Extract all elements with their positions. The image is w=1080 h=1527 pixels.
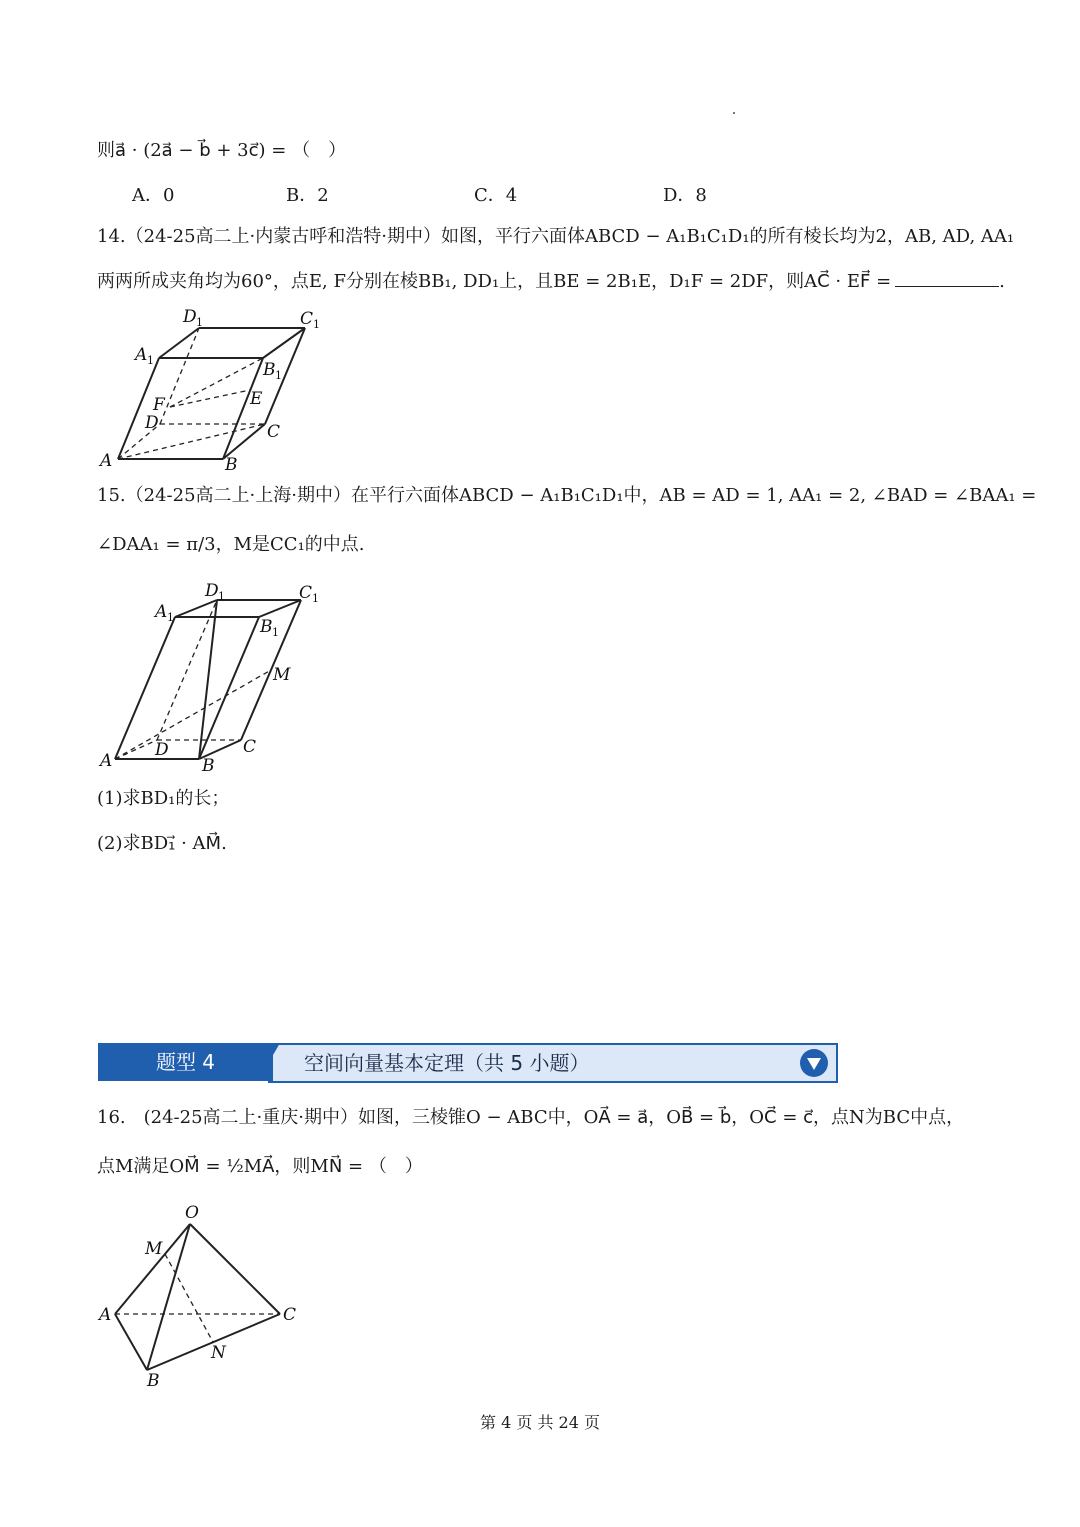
label-C1: C xyxy=(300,309,314,329)
section-label: 题型 4 xyxy=(98,1043,273,1081)
q15-line1: 15.（24-25高二上·上海·期中）在平行六面体ABCD − A₁B₁C₁D₁中，AB = AD = 1, AA₁ = 2, ∠BAD = ∠BAA₁ = xyxy=(97,485,1037,506)
label-C: C xyxy=(243,737,257,757)
label-E: E xyxy=(250,389,263,409)
q15-parallelepiped-figure xyxy=(95,575,335,775)
section-title: 空间向量基本定理（共 5 小题） xyxy=(304,1051,590,1075)
label-M: M xyxy=(273,665,291,685)
segment-M-N xyxy=(165,1254,213,1342)
choice-a: A．0 xyxy=(132,185,175,206)
label-B: B xyxy=(147,1371,160,1391)
label-D1: D xyxy=(205,581,219,601)
choice-c: C．4 xyxy=(474,185,518,206)
edge-O-A xyxy=(115,1224,190,1314)
chevron-down-icon xyxy=(800,1049,828,1077)
label-B: B xyxy=(202,756,215,775)
label-C: C xyxy=(267,422,281,442)
q15-sub2: (2)求BD₁⃗ · AM⃗. xyxy=(97,833,227,854)
label-C: C xyxy=(283,1305,297,1325)
sub-B1: 1 xyxy=(275,369,282,382)
label-A1: A xyxy=(155,602,168,622)
q15-line2: ∠DAA₁ = π/3，M是CC₁的中点. xyxy=(97,534,365,555)
sub-C1: 1 xyxy=(313,318,320,331)
label-F: F xyxy=(153,395,165,415)
q13-stem: 则a⃗ · (2a⃗ − b⃗ + 3c⃗) = （ ） xyxy=(97,140,347,161)
q16-line2: 点M满足OM⃗ = ½MA⃗，则MN⃗ = （ ） xyxy=(97,1156,423,1177)
segment-E-F xyxy=(170,390,250,407)
edge-A-B xyxy=(115,1314,147,1370)
label-D: D xyxy=(145,413,159,433)
choice-b: B．2 xyxy=(286,185,329,206)
choice-d: D．8 xyxy=(663,185,707,206)
label-A: A xyxy=(100,451,113,471)
q14-line2 xyxy=(97,270,1005,294)
q16-line1: 16. (24-25高二上·重庆·期中）如图，三棱锥O − ABC中，OA⃗ = a⃗，OB⃗ = b⃗，OC⃗ = c⃗，点N为BC中点， xyxy=(97,1107,965,1128)
sub-B1: 1 xyxy=(272,626,279,639)
q14-line1: 14.（24-25高二上·内蒙古呼和浩特·期中）如图，平行六面体ABCD − A₁B₁C₁D₁的所有棱长均为2，AB, AD, AA₁ xyxy=(97,226,1015,247)
q16-tetrahedron-figure xyxy=(95,1200,315,1395)
answer-blank xyxy=(895,270,999,287)
label-A: A xyxy=(99,1305,112,1325)
q14-line2-text: 两两所成夹角均为60°，点E, F分别在棱BB₁, DD₁上，且BE = 2B₁E，D₁F = 2DF，则AC⃗ · EF⃗ = xyxy=(97,271,892,292)
label-C1: C xyxy=(299,583,313,603)
sub-C1: 1 xyxy=(312,592,319,605)
label-O: O xyxy=(185,1203,199,1223)
q14-end: . xyxy=(999,271,1005,292)
sub-D1: 1 xyxy=(196,316,203,329)
label-B: B xyxy=(225,455,238,475)
label-B1: B xyxy=(260,617,273,637)
q15-sub1: (1)求BD₁的长； xyxy=(97,788,230,809)
label-D1: D xyxy=(183,307,197,327)
section-title-box xyxy=(268,1043,838,1083)
label-M: M xyxy=(145,1239,163,1259)
edge-O-C xyxy=(190,1224,280,1314)
label-B1: B xyxy=(263,360,276,380)
edge-A-A1 xyxy=(115,617,175,759)
label-A: A xyxy=(100,751,113,771)
sub-A1: 1 xyxy=(167,611,174,624)
sub-D1: 1 xyxy=(218,590,225,603)
q14-parallelepiped-figure xyxy=(95,300,335,475)
sub-A1: 1 xyxy=(147,354,154,367)
label-A1: A xyxy=(135,345,148,365)
edge-A1-D1 xyxy=(159,328,199,358)
label-D: D xyxy=(155,740,169,760)
page-footer: 第 4 页 共 24 页 xyxy=(480,1413,600,1432)
scan-dot xyxy=(733,112,735,114)
section-banner xyxy=(98,1043,838,1081)
q13-choices xyxy=(0,181,1080,207)
label-N: N xyxy=(211,1343,226,1363)
